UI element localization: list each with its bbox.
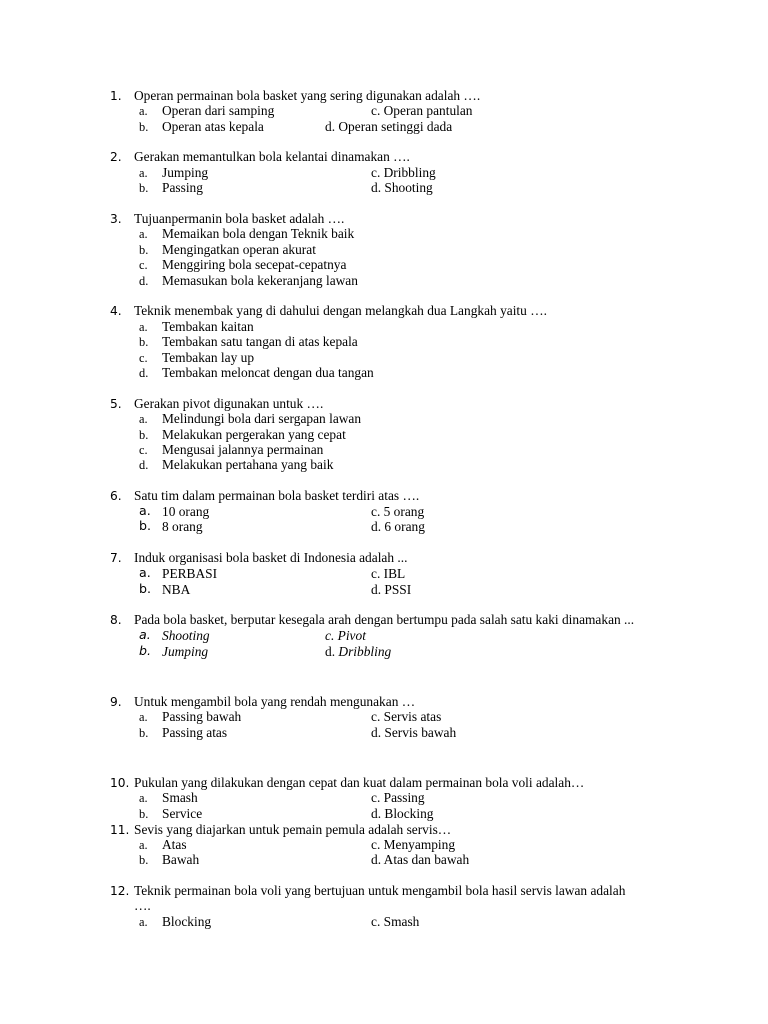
option-text: c. Smash	[371, 914, 420, 929]
option-letter: a.	[139, 565, 151, 580]
option-row	[0, 334, 768, 350]
option-text: Mengingatkan operan akurat	[162, 242, 316, 257]
option-letter: b.	[139, 807, 149, 821]
question-text: Tujuanpermanin bola basket adalah ….	[134, 211, 345, 226]
question-text: Teknik menembak yang di dahului dengan melangkah dua Langkah yaitu ….	[134, 303, 547, 318]
option-row	[0, 806, 768, 822]
option-text: d. PSSI	[371, 582, 412, 597]
option-letter: a.	[139, 166, 148, 180]
option-text: NBA	[162, 582, 191, 597]
question-6	[0, 488, 768, 504]
question-text: Satu tim dalam permainan bola basket terdiri atas ….	[134, 488, 420, 503]
option-letter: d.	[139, 458, 149, 472]
option-letter: a.	[139, 227, 148, 241]
question-9	[0, 694, 768, 710]
option-row	[0, 350, 768, 366]
question-number: 12.	[110, 884, 130, 898]
option-text: Passing bawah	[162, 709, 242, 724]
option-text: PERBASI	[162, 566, 218, 581]
question-5	[0, 396, 768, 412]
option-row	[0, 837, 768, 853]
question-12	[0, 883, 768, 899]
option-row	[0, 411, 768, 427]
option-text: c. 5 orang	[371, 504, 425, 519]
option-text: c. IBL	[371, 566, 406, 581]
option-letter: a.	[139, 104, 148, 118]
option-text: Memasukan bola kekeranjang lawan	[162, 273, 358, 288]
question-text-cont: ….	[134, 898, 151, 913]
option-letter: b.	[139, 120, 149, 134]
option-text: Service	[162, 806, 203, 821]
option-text: 8 orang	[162, 519, 203, 534]
option-row	[0, 273, 768, 289]
question-number: 11.	[110, 823, 130, 837]
option-row	[0, 519, 768, 535]
option-letter: d.	[139, 274, 149, 288]
option-row	[0, 365, 768, 381]
question-text: Induk organisasi bola basket di Indonesia adalah ...	[134, 550, 408, 565]
option-letter: a.	[139, 503, 151, 518]
option-text: Blocking	[162, 914, 212, 929]
option-text: Shooting	[162, 628, 210, 643]
option-letter: a.	[139, 791, 148, 805]
option-row	[0, 790, 768, 806]
option-row	[0, 644, 768, 660]
option-row	[0, 319, 768, 335]
option-text: Pivot	[337, 628, 366, 643]
option-row	[0, 628, 768, 644]
option-text: Passing atas	[162, 725, 228, 740]
question-number: 3.	[110, 212, 122, 226]
option-text: d. 6 orang	[371, 519, 425, 534]
question-number: 4.	[110, 304, 122, 318]
option-letter: b.	[139, 335, 149, 349]
option-letter: d.	[139, 366, 149, 380]
option-text: Atas	[162, 837, 187, 852]
option-text: Melakukan pertahana yang baik	[162, 457, 334, 472]
option-row	[0, 119, 768, 135]
question-3	[0, 211, 768, 227]
option-text: Melindungi bola dari sergapan lawan	[162, 411, 362, 426]
option-letter: b.	[139, 243, 149, 257]
question-text: Untuk mengambil bola yang rendah mengunakan …	[134, 694, 416, 709]
option-text: d. Operan setinggi dada	[325, 119, 453, 134]
option-row	[0, 427, 768, 443]
option-row	[0, 226, 768, 242]
question-text: Operan permainan bola basket yang sering digunakan adalah ….	[134, 88, 481, 103]
option-letter: a.	[139, 320, 148, 334]
option-text: 10 orang	[162, 504, 210, 519]
question-text-continuation	[0, 898, 768, 914]
question-number: 6.	[110, 489, 122, 503]
question-number: 5.	[110, 397, 122, 411]
option-letter: b.	[139, 518, 151, 533]
option-letter: b.	[139, 581, 151, 596]
question-number: 10.	[110, 776, 130, 790]
option-letter: c.	[139, 258, 148, 272]
question-2	[0, 149, 768, 165]
question-text: Pada bola basket, berputar kesegala arah dengan bertumpu pada salah satu kaki dinamakan ...	[134, 612, 635, 627]
option-text: Menggiring bola secepat-cepatnya	[162, 257, 347, 272]
option-letter: b.	[139, 726, 149, 740]
option-text: Mengusai jalannya permainan	[162, 442, 324, 457]
option-text: d. Atas dan bawah	[371, 852, 470, 867]
option-row	[0, 165, 768, 181]
option-text: Tembakan satu tangan di atas kepala	[162, 334, 358, 349]
option-letter: d.	[325, 644, 336, 659]
option-text: Operan dari samping	[162, 103, 275, 118]
option-row	[0, 582, 768, 598]
option-row	[0, 914, 768, 930]
option-row	[0, 242, 768, 258]
question-text: Teknik permainan bola voli yang bertujuan untuk mengambil bola hasil servis lawan adalah	[134, 883, 626, 898]
option-text: Melakukan pergerakan yang cepat	[162, 427, 346, 442]
option-row	[0, 442, 768, 458]
option-text: d. Servis bawah	[371, 725, 457, 740]
option-item	[325, 644, 391, 660]
option-text: c. Servis atas	[371, 709, 442, 724]
option-row	[0, 257, 768, 273]
option-text: Jumping	[162, 165, 209, 180]
question-number: 1.	[110, 89, 122, 103]
option-row	[0, 709, 768, 725]
question-number: 8.	[110, 613, 122, 627]
option-text: d. Blocking	[371, 806, 434, 821]
option-text: c. Menyamping	[371, 837, 456, 852]
option-row	[0, 180, 768, 196]
option-row	[0, 504, 768, 520]
question-11	[0, 822, 768, 838]
option-text: Bawah	[162, 852, 200, 867]
question-8	[0, 612, 768, 628]
option-text: Memaikan bola dengan Teknik baik	[162, 226, 355, 241]
option-text: Passing	[162, 180, 203, 195]
option-letter: b.	[139, 181, 149, 195]
question-number: 9.	[110, 695, 122, 709]
option-text: Tembakan meloncat dengan dua tangan	[162, 365, 374, 380]
option-item	[325, 628, 366, 644]
option-row	[0, 725, 768, 741]
question-number: 7.	[110, 551, 122, 565]
option-letter: a.	[139, 915, 148, 929]
question-text: Pukulan yang dilakukan dengan cepat dan kuat dalam permainan bola voli adalah…	[134, 775, 585, 790]
option-text: Tembakan kaitan	[162, 319, 254, 334]
option-text: Operan atas kepala	[162, 119, 264, 134]
option-row	[0, 852, 768, 868]
option-letter: b.	[139, 643, 151, 658]
option-row	[0, 103, 768, 119]
option-text: d. Shooting	[371, 180, 433, 195]
option-text: Dribbling	[338, 644, 392, 659]
option-letter: a.	[139, 412, 148, 426]
question-7	[0, 550, 768, 566]
question-text: Sevis yang diajarkan untuk pemain pemula adalah servis…	[134, 822, 452, 837]
option-letter: b.	[139, 428, 149, 442]
question-number: 2.	[110, 150, 122, 164]
question-1	[0, 88, 768, 104]
option-text: c. Operan pantulan	[371, 103, 473, 118]
option-row	[0, 566, 768, 582]
option-text: Tembakan lay up	[162, 350, 255, 365]
option-text: c. Passing	[371, 790, 425, 805]
question-text: Gerakan pivot digunakan untuk ….	[134, 396, 324, 411]
option-letter: c.	[139, 443, 148, 457]
question-text: Gerakan memantulkan bola kelantai dinamakan ….	[134, 149, 410, 164]
option-letter: a.	[139, 838, 148, 852]
option-text: Smash	[162, 790, 198, 805]
option-row	[0, 457, 768, 473]
question-4	[0, 303, 768, 319]
option-letter: c.	[325, 628, 335, 643]
option-letter: c.	[139, 351, 148, 365]
option-letter: b.	[139, 853, 149, 867]
option-text: c. Dribbling	[371, 165, 436, 180]
option-letter: a.	[139, 710, 148, 724]
option-text: Jumping	[162, 644, 209, 659]
option-letter: a.	[139, 627, 151, 642]
question-10	[0, 775, 768, 791]
